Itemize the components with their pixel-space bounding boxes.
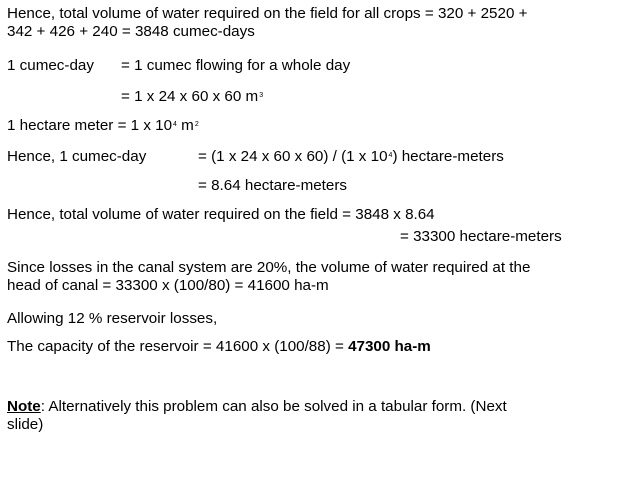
conversion-calc-text: = (1 x 24 x 60 x 60) / (1 x 10 [198,148,388,165]
note-line-2: slide) [7,416,44,433]
reservoir-losses-line: Allowing 12 % reservoir losses, [7,310,218,327]
conversion-calc-tail: ) hectare-meters [392,148,504,165]
total-volume-line-1: Hence, total volume of water required on the field for all crops = 320 + 2520 + [7,5,528,22]
cumec-day-calc-text: = 1 x 24 x 60 x 60 m [121,88,259,105]
note-label: Note [7,398,41,415]
field-volume-result: = 33300 hectare-meters [400,228,562,245]
canal-losses-line-2: head of canal = 33300 x (100/80) = 41600 ha-m [7,277,329,294]
canal-losses-line-1: Since losses in the canal system are 20%, the volume of water required at the [7,259,531,276]
hectare-meter-text: 1 hectare meter = 1 x 10 [7,117,173,134]
total-volume-line-2: 342 + 426 + 240 = 3848 cumec-days [7,23,255,40]
note-line-1 [7,398,507,416]
conversion-calc-exponent: 4 [388,152,393,159]
hectare-meter-definition [7,117,199,135]
conversion-result: = 8.64 hectare-meters [198,177,347,194]
conversion-label: Hence, 1 cumec-day [7,148,147,165]
capacity-line [7,338,431,356]
field-volume-line: Hence, total volume of water required on the field = 3848 x 8.64 [7,206,435,223]
cumec-day-calc-exponent: 3 [259,92,264,99]
hectare-meter-exponent: 4 [173,121,177,128]
conversion-calculation [198,148,504,166]
capacity-value: 47300 ha-m [348,338,431,355]
cumec-day-label: 1 cumec-day [7,57,94,74]
note-text: : Alternatively this problem can also be solved in a tabular form. (Next [40,398,507,415]
hectare-meter-unit: m [176,117,194,134]
hectare-meter-unit-exponent: 2 [194,121,199,128]
cumec-day-definition: = 1 cumec flowing for a whole day [121,57,351,74]
cumec-day-calculation [121,88,263,106]
capacity-label: The capacity of the reservoir = 41600 x (100/88) = [7,338,349,355]
